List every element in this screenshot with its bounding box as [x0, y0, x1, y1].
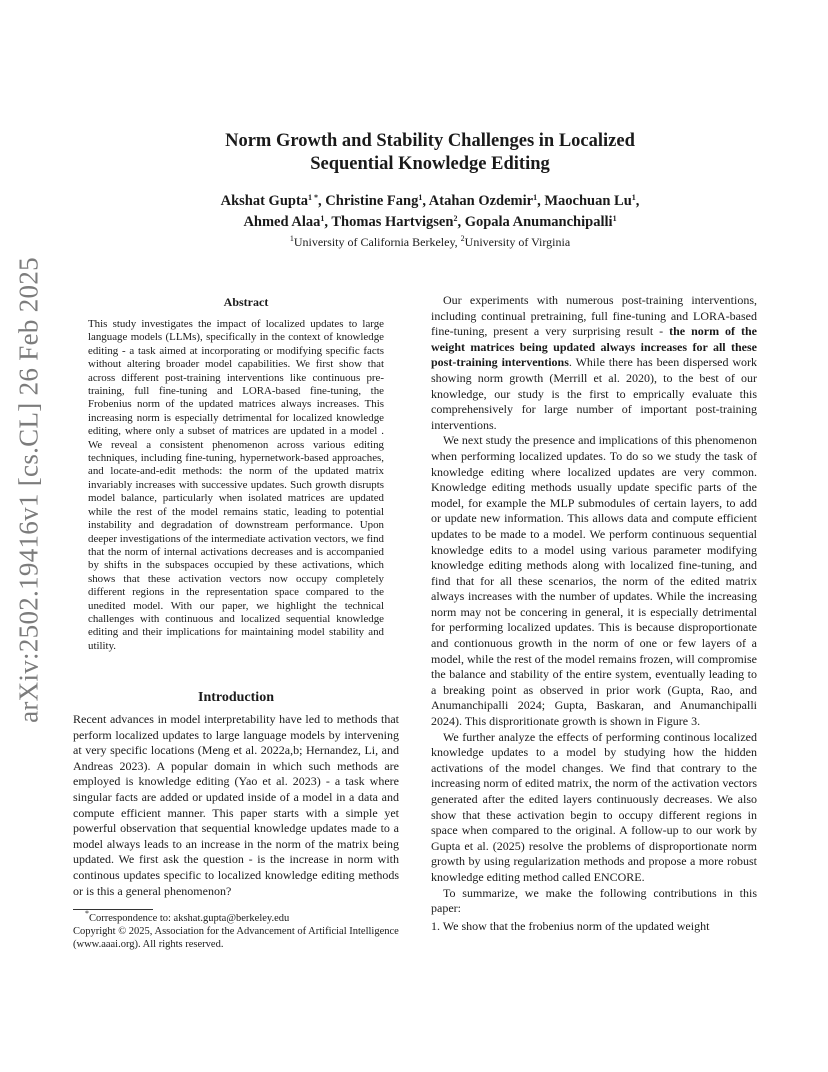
author-name: Gopala Anumanchipalli	[464, 214, 613, 230]
arxiv-identifier	[11, 257, 47, 723]
footnotes	[73, 909, 399, 952]
arxiv-identifier-text: arXiv:2502.19416v1 [cs.CL] 26 Feb 2025	[13, 257, 44, 723]
paragraph-text: Our experiments with numerous post-training interventions, including continual pretraining, full fine-tuning and LORA-based fine-tuning, present a very surprising result -	[431, 293, 757, 339]
author-line-1	[130, 191, 730, 212]
affiliation-mark: 2	[460, 234, 465, 243]
paragraph-activations: We further analyze the effects of performing continous localized knowledge updates to a model by studying how the hidden activations of the model changes. We find that contrary to the increasing norm of edited matrix, the norm of the activation vectors generated after the edited layers continuously decreases. We also show that these activation begin to occupy different regions in space when compared to the original. A follow-up to our work by Gupta et al. (2025) resolve the problems of disproportionate norm growth by using regularization methods and propose a more robust knowledge editing method called ENCORE.	[431, 729, 757, 884]
paper-title-line-1: Norm Growth and Stability Challenges in Localized	[225, 131, 635, 151]
author-name: Ahmed Alaa	[243, 214, 321, 230]
author-separator: ,	[422, 193, 429, 209]
author-name: Thomas Hartvigsen	[331, 214, 454, 230]
author-separator: ,	[318, 193, 326, 209]
author-name: Christine Fang	[325, 193, 419, 209]
affiliations	[130, 234, 730, 250]
correspondence-text: Correspondence to: akshat.gupta@berkeley.edu	[89, 913, 290, 924]
author-affiliation-mark: 1	[631, 193, 636, 202]
abstract-heading: Abstract	[223, 295, 269, 309]
contribution-list-item: 1. We show that the frobenius norm of the updated weight	[431, 918, 710, 933]
key-finding-bold: the norm of the weight matrices being updated always increases for all these post-training interventions	[431, 324, 757, 370]
paragraph-summary-intro: To summarize, we make the following contributions in this paper:	[431, 885, 757, 916]
author-affiliation-mark: 1	[418, 193, 423, 202]
author-separator: ,	[457, 214, 465, 230]
paper-title	[130, 130, 730, 176]
correspondence-footnote	[73, 909, 399, 925]
author-name: Akshat Gupta	[220, 193, 309, 209]
author-affiliation-mark: 1	[320, 214, 325, 223]
author-separator: ,	[635, 193, 640, 209]
paragraph-text: . While there has been dispersed work showing norm growth (Merrill et al. 2020), to the best of our knowledge, our study is the first to emprically evaluate this comprehensively for large number of important post-training interventions.	[431, 355, 757, 432]
author-line-2	[130, 212, 730, 233]
footnote-mark: *	[85, 909, 89, 918]
author-separator: ,	[324, 214, 332, 230]
author-affiliation-mark: 2	[453, 214, 458, 223]
copyright-notice: Copyright © 2025, Association for the Advancement of Artificial Intelligence (www.aaai.org). All rights reserved.	[73, 926, 399, 951]
affiliation-mark: 1	[289, 234, 294, 243]
author-list	[130, 191, 730, 233]
paragraph-knowledge-editing: We next study the presence and implications of this phenomenon when performing localized updates. To do so we study the task of knowledge editing where localized updates are very common. Knowledge editing methods usually update specific parts of the model, for example the MLP submodules of certain layers, to add or update new information. This allows data and compute efficient updates to be made to a model. We perform continuous sequential knowledge edits to a model using various parameter modifying knowledge editing methods along with localized fine-tuning, and find that for all these scenarios, the norm of the edited matrix always increases with the number of updates. While the increasing norm may not be concering in general, it is especially detrimental for performing localized updates. This is because disproportionate and contionuous growth in the norm of one or few layers of a model, while the rest of the model remains frozen, will compromise the balance and stability of the entire system, eventually leading to a breaking point as observed in prior work (Gupta, Rao, and Anumanchipalli 2024; Gupta, Baskaran, and Anumanchipalli 2024). This disproritionate growth is shown in Figure 3.	[431, 433, 757, 729]
author-name: Maochuan Lu	[544, 193, 632, 209]
affiliation-text: University of Virginia	[464, 235, 571, 249]
author-name: Atahan Ozdemir	[428, 193, 534, 209]
author-affiliation-mark: 1 *	[308, 193, 319, 202]
author-affiliation-mark: 1	[533, 193, 538, 202]
paper-title-line-2: Sequential Knowledge Editing	[310, 154, 550, 174]
paragraph-experiments	[431, 293, 757, 433]
right-column	[431, 293, 757, 934]
abstract-text: This study investigates the impact of localized updates to large language models (LLMs), specifically in the context of knowledge editing - a task aimed at incorporating or modifying specific facts without altering broader model capabilities. We first show that across different post-training interventions like continuous pre-training, full fine-tuning and LORA-based fine-tuning, the Frobenius norm of the updated matrices always increases. This increasing norm is especially detrimental for localized knowledge editing, where only a subset of matrices are updated in a model . We reveal a consistent phenomenon across various editing techniques, including fine-tuning, hypernetwork-based approaches, and locate-and-edit methods: the norm of the updated matrix invariably increases with successive updates. Such growth disrupts model balance, particularly when isolated matrices are updated while the rest of the model remains static, leading to potential instability and degradation of downstream performance. Upon deeper investigations of the intermediate activation vectors, we find that the norm of internal activations decreases and is accompanied by shifts in the subspaces occupied by these activations, which shows that these activation vectors now occupy completely different regions in the representation space compared to the unedited model. With our paper, we highlight the technical challenges with continuous and localized sequential knowledge editing and their implications for maintaining model stability and utility.	[88, 318, 384, 652]
introduction-text: Recent advances in model interpretability have led to methods that perform localized updates to large language models by intervening at very specific locations (Meng et al. 2022a,b; Hernandez, Li, and Andreas 2023). A popular domain in which such methods are employed is knowledge editing (Yao et al. 2023) - a task where singular facts are added or updated inside of a model in a data and compute efficient manner. This paper starts with a simple yet powerful observation that sequential knowledge updates made to a model always leads to an increase in the norm of the matrix being updated. We first ask the question - is the increase in norm with continous updates specific to localized knowledge editing methods or is this a general phenomenon?	[73, 712, 399, 898]
introduction-heading: Introduction	[198, 690, 274, 705]
author-separator: ,	[537, 193, 545, 209]
affiliation-text: University of California Berkeley,	[293, 235, 461, 249]
author-affiliation-mark: 1	[612, 214, 617, 223]
